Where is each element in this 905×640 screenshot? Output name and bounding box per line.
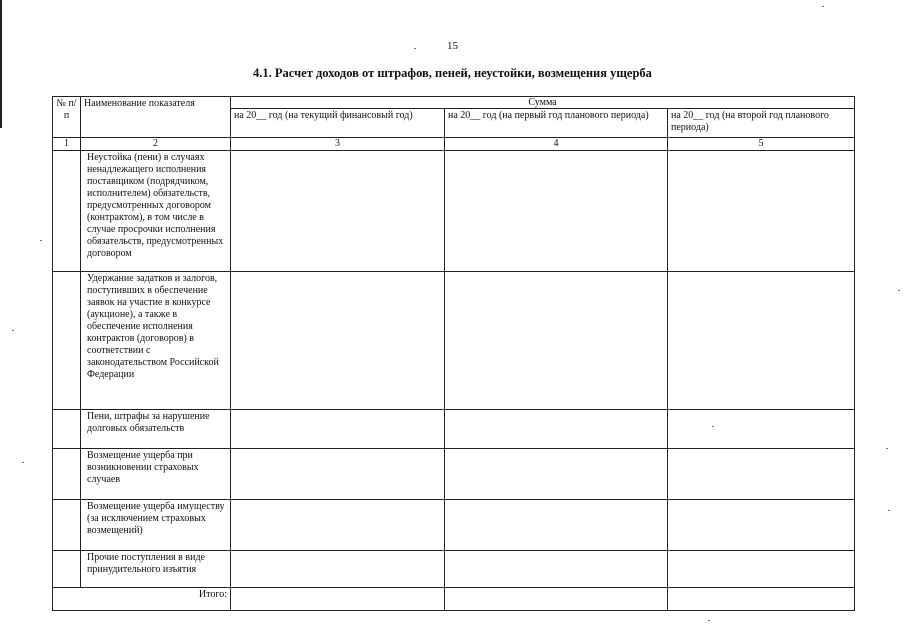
scan-speck [886, 448, 888, 449]
scan-speck [12, 330, 14, 331]
value-cell[interactable] [445, 272, 668, 410]
row-label: Удержание задатков и залогов, поступивших в обеспечение заявок на участие в конкурсе (аукционе), а также в обеспечение исполнения контрактов (договоров) в соответствии с законодательством Российской Федерации [81, 272, 231, 410]
column-index-row [53, 138, 855, 151]
column-index: 2 [81, 138, 231, 151]
value-cell[interactable] [231, 551, 445, 588]
row-num-cell [53, 410, 81, 449]
scan-speck [888, 510, 890, 511]
scan-speck [40, 240, 42, 241]
table-row [53, 551, 855, 588]
header-row [53, 97, 855, 109]
row-num-cell [53, 500, 81, 551]
header-period-current: на 20__ год (на текущий финансовый год) [231, 109, 445, 138]
value-cell[interactable] [445, 500, 668, 551]
column-index: 1 [53, 138, 81, 151]
value-cell[interactable] [445, 449, 668, 500]
value-cell[interactable] [668, 449, 855, 500]
page-number: 15 [447, 40, 458, 52]
column-index: 3 [231, 138, 445, 151]
scan-speck [822, 6, 824, 7]
row-label: Прочие поступления в виде принудительного изъятия [81, 551, 231, 588]
scan-edge-mark [0, 0, 2, 128]
value-cell[interactable] [668, 151, 855, 272]
column-index: 5 [668, 138, 855, 151]
row-label: Возмещение ущерба имуществу (за исключением страховых возмещений) [81, 500, 231, 551]
value-cell[interactable] [668, 551, 855, 588]
header-period-first: на 20__ год (на первый год планового периода) [445, 109, 668, 138]
table-row [53, 500, 855, 551]
value-cell[interactable] [231, 410, 445, 449]
total-row [53, 588, 855, 611]
table-row [53, 272, 855, 410]
scan-speck [22, 462, 24, 463]
page-title: 4.1. Расчет доходов от штрафов, пеней, неустойки, возмещения ущерба [253, 66, 652, 80]
value-cell[interactable] [231, 449, 445, 500]
header-num: № п/п [53, 97, 81, 138]
column-index: 4 [445, 138, 668, 151]
revenue-table [52, 96, 855, 611]
row-num-cell [53, 551, 81, 588]
scan-speck [712, 426, 714, 427]
value-cell[interactable] [445, 551, 668, 588]
value-cell[interactable] [231, 151, 445, 272]
value-cell[interactable] [445, 410, 668, 449]
scan-speck [708, 620, 710, 621]
scan-speck [414, 48, 416, 49]
table-row [53, 449, 855, 500]
header-period-second: на 20__ год (на второй год планового периода) [668, 109, 855, 138]
table-row [53, 151, 855, 272]
row-label: Неустойка (пени) в случаях ненадлежащего исполнения поставщиком (подрядчиком, исполнителем) обязательств, предусмотренных договором (контрактом), в том числе в случае просрочки исполнения обязательств, предусмотренных договором [81, 151, 231, 272]
header-name: Наименование показателя [81, 97, 231, 138]
value-cell[interactable] [231, 272, 445, 410]
header-sum: Сумма [231, 97, 855, 109]
total-value-cell[interactable] [231, 588, 445, 611]
scan-speck [898, 290, 900, 291]
row-num-cell [53, 272, 81, 410]
table-row [53, 410, 855, 449]
total-label: Итого: [53, 588, 231, 611]
row-label: Пени, штрафы за нарушение долговых обязательств [81, 410, 231, 449]
value-cell[interactable] [445, 151, 668, 272]
row-num-cell [53, 449, 81, 500]
value-cell[interactable] [668, 272, 855, 410]
value-cell[interactable] [231, 500, 445, 551]
total-value-cell[interactable] [445, 588, 668, 611]
row-label: Возмещение ущерба при возникновении страховых случаев [81, 449, 231, 500]
value-cell[interactable] [668, 500, 855, 551]
total-value-cell[interactable] [668, 588, 855, 611]
row-num-cell [53, 151, 81, 272]
value-cell[interactable] [668, 410, 855, 449]
